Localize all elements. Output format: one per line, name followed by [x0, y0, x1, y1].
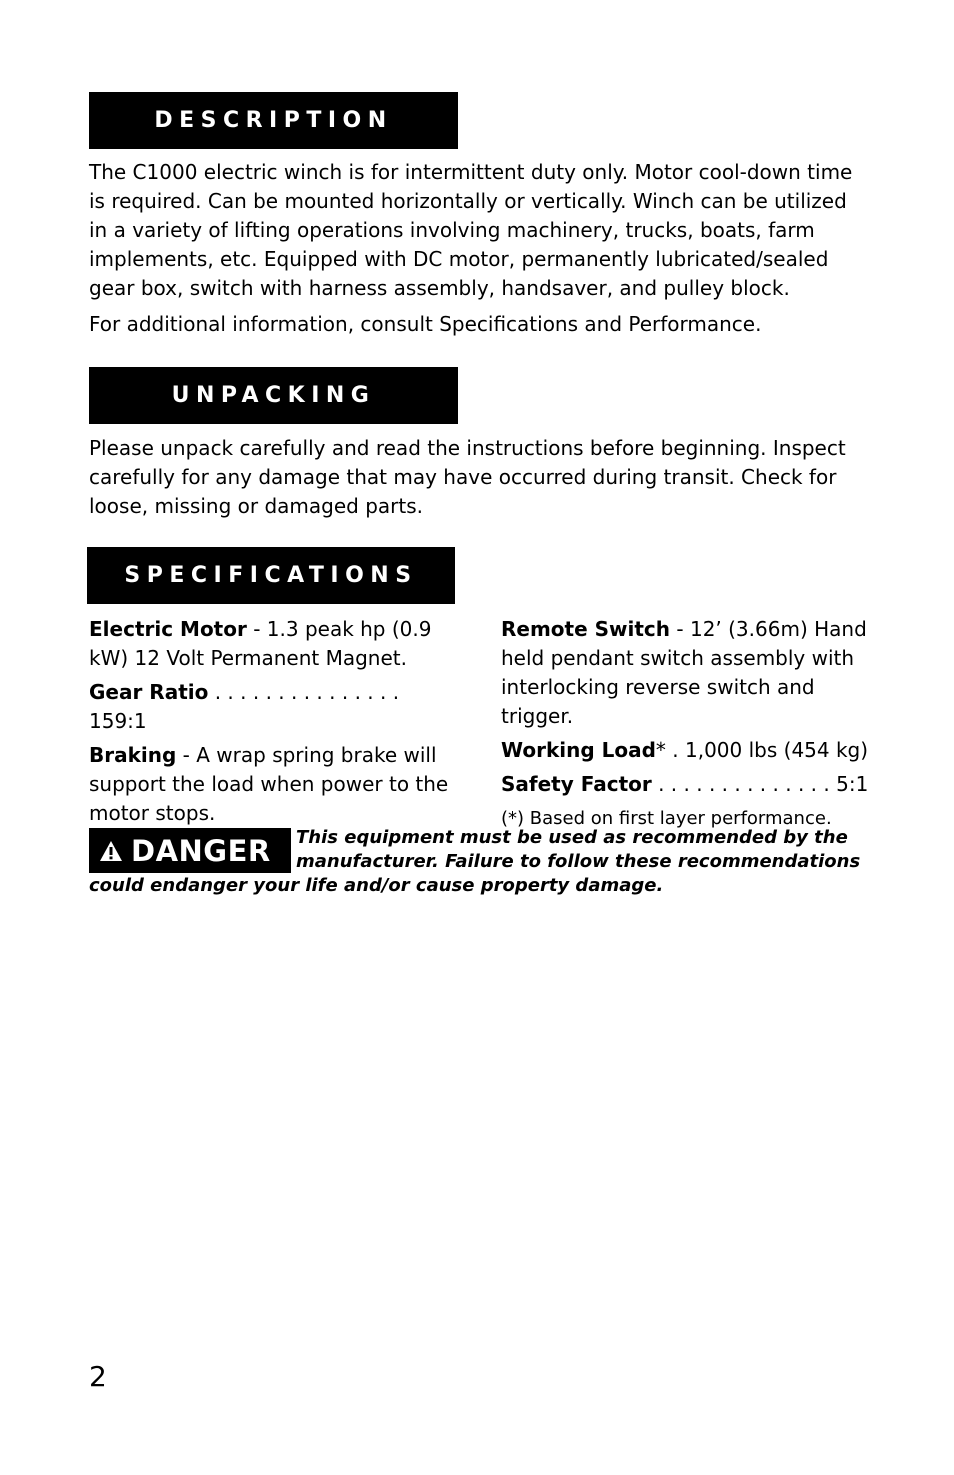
- description-paragraph-2: For additional information, consult Specifications and Performance.: [89, 312, 762, 336]
- spec-label: Working Load: [501, 738, 656, 762]
- unpacking-paragraph: Please unpack carefully and read the instructions before beginning. Inspect carefully for any damage that may have occurred during transit. Check for loose, missing or damaged parts.: [89, 436, 846, 518]
- spec-gear-ratio: [89, 678, 454, 736]
- spec-label: Electric Motor: [89, 617, 247, 641]
- page-number: 2: [89, 1360, 107, 1393]
- spec-safety-factor: [501, 770, 871, 799]
- specs-left-column: [89, 615, 454, 833]
- spec-label: Braking: [89, 743, 177, 767]
- spec-label: Safety Factor: [501, 772, 652, 796]
- spec-label: Gear Ratio: [89, 680, 209, 704]
- spec-electric-motor: [89, 615, 454, 673]
- spec-value: . . . . . . . . . . . . . . 5:1: [651, 772, 869, 796]
- spec-remote-switch: [501, 615, 871, 731]
- spec-value: - 12’ (3.66m) Hand held pendant switch assembly with interlocking reverse switch and trigger.: [501, 617, 867, 728]
- unpacking-body: [89, 434, 869, 521]
- spec-value: . . . . . . . . . . . . . . . 159:1: [89, 680, 400, 733]
- specifications-heading: SPECIFICATIONS: [87, 547, 455, 604]
- spec-braking: [89, 741, 454, 828]
- danger-badge-spacer: [89, 826, 296, 874]
- spec-label: Remote Switch: [501, 617, 671, 641]
- spec-working-load: [501, 736, 871, 765]
- specs-right-column: [501, 615, 871, 838]
- spec-value: - 1.3 peak hp (0.9 kW) 12 Volt Permanent Magnet.: [89, 617, 432, 670]
- danger-message-text: This equipment must be used as recommended by the manufacturer. Failure to follow these recommendations could endanger your life and/or cause property damage.: [89, 827, 861, 896]
- danger-message: [89, 826, 869, 898]
- description-paragraph-1: The C1000 electric winch is for intermittent duty only. Motor cool-down time is required. Can be mounted horizontally or vertically. Winch can be utilized in a variety of lifting operations involving machinery, trucks, boats, farm implements, etc. Equipped with DC motor, permanently lubricated/sealed gear box, switch with harness assembly, handsaver, and pulley block.: [89, 160, 853, 300]
- description-body: [89, 158, 869, 339]
- description-heading: DESCRIPTION: [89, 92, 458, 149]
- spec-footnote: (*) Based on first layer performance.: [501, 808, 832, 829]
- unpacking-heading: UNPACKING: [89, 367, 458, 424]
- spec-value: - A wrap spring brake will support the load when power to the motor stops.: [89, 743, 449, 825]
- spec-value: * . 1,000 lbs (454 kg): [655, 738, 869, 762]
- danger-label: DANGER: [131, 833, 271, 868]
